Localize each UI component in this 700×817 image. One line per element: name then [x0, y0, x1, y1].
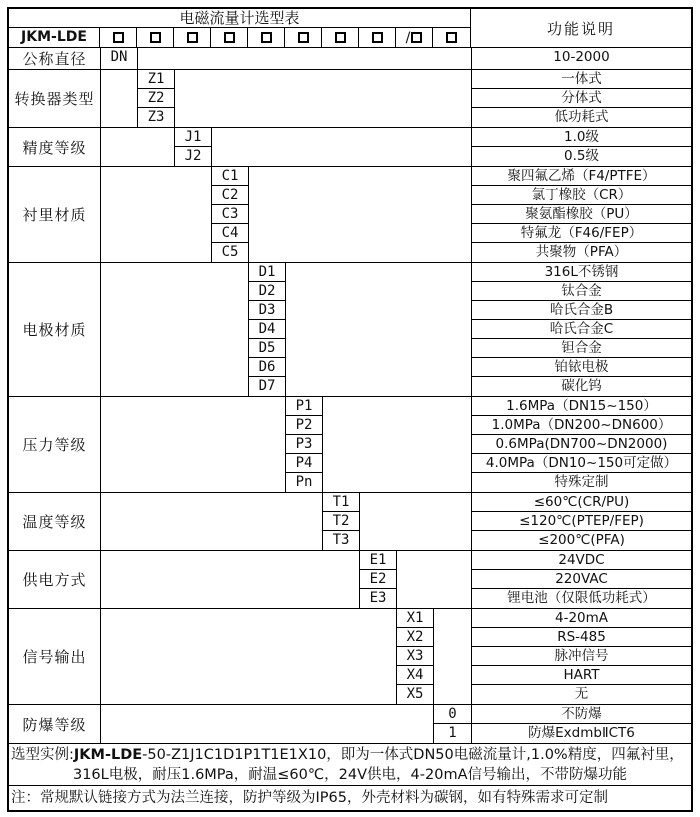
desc-cell: 哈氏合金C [472, 320, 691, 339]
desc-column [471, 609, 691, 704]
checkbox-icon [261, 32, 272, 43]
desc-cell: 共聚物（PFA） [535, 244, 628, 260]
selection-example-row [9, 743, 691, 785]
code-cell: D4 [249, 320, 285, 339]
code-cell: Z2 [138, 89, 174, 108]
desc-cell: 钽合金 [472, 339, 691, 358]
left-empty-cell [101, 128, 175, 166]
category-label: 压力等级 [9, 397, 101, 492]
checkbox-cell [359, 28, 396, 47]
section-衬里材质 [9, 166, 691, 262]
desc-cell: 1.0MPa（DN200~DN600） [472, 416, 691, 435]
section-供电方式 [9, 550, 691, 608]
code-column [323, 493, 360, 550]
desc-column [471, 48, 691, 69]
section-温度等级 [9, 492, 691, 550]
header-left [9, 9, 471, 47]
desc-cell: 1.6MPa（DN15~150） [472, 397, 691, 416]
desc-cell: HART [472, 666, 691, 685]
note-row: 注：常规默认链接方式为法兰连接，防护等级为IP65，外壳材料为碳钢，如有特殊需求可定制 [9, 785, 691, 810]
checkbox-icon [224, 32, 235, 43]
desc-cell: 分体式 [472, 89, 691, 108]
left-empty-cell [101, 493, 323, 550]
table-header [9, 9, 691, 47]
example-line-2: 316L电极，耐压1.6MPa，耐温≤60℃，24V供电，4-20mA信号输出，不带防爆功能 [72, 767, 627, 783]
code-cell: C1 [212, 167, 248, 186]
right-empty-cell [138, 48, 471, 69]
desc-cell: 氯丁橡胶（CR） [472, 186, 691, 205]
left-empty-cell [101, 397, 286, 492]
checkbox-icon [187, 32, 198, 43]
example-rest: -50-Z1J1C1D1P1T1E1X10，即为一体式DN50电磁流量计,1.0%精度，四氟衬里， [142, 747, 684, 763]
code-cell: T1 [323, 493, 359, 512]
desc-cell: 铂铱电极 [472, 358, 691, 377]
category-label: 信号输出 [9, 609, 101, 704]
desc-cell: 防爆ExdmbⅡCT6 [528, 725, 635, 741]
code-cell: D6 [249, 358, 285, 377]
right-empty-cell [212, 128, 471, 166]
desc-cell: 特殊定制 [554, 474, 609, 490]
page-title: 电磁流量计选型表 [9, 9, 470, 28]
desc-column [471, 397, 691, 492]
right-empty-cell [286, 263, 471, 396]
desc-cell: 钛合金 [472, 282, 691, 301]
desc-cell: ≤60℃(CR/PU) [472, 493, 691, 512]
right-empty-cell [434, 609, 471, 704]
desc-cell: 0.5级 [564, 148, 599, 164]
checkbox-cell [433, 28, 470, 47]
selection-table [7, 7, 693, 812]
category-label: 电极材质 [9, 263, 101, 396]
desc-cell: 无 [574, 686, 589, 702]
code-cell: Pn [295, 474, 313, 490]
checkbox-icon [411, 32, 422, 43]
code-cell: X1 [397, 609, 433, 628]
code-cell: DN [110, 49, 128, 65]
section-压力等级 [9, 396, 691, 492]
right-empty-cell [360, 493, 471, 550]
code-column [397, 609, 434, 704]
code-cell: 1 [448, 725, 457, 741]
desc-cell: ≤120℃(PTEP/FEP) [472, 512, 691, 531]
desc-cell: 锂电池（仅限低功耗式） [507, 590, 656, 606]
checkbox-icon [372, 32, 383, 43]
desc-cell: 不防爆 [472, 705, 691, 724]
desc-cell: 特氟龙（F46/FEP） [472, 224, 691, 243]
sections [9, 47, 691, 743]
desc-cell: 24VDC [472, 551, 691, 570]
code-cell: D1 [249, 263, 285, 282]
left-empty-cell [101, 70, 138, 127]
desc-column [471, 167, 691, 262]
checkbox-cell [137, 28, 174, 47]
code-cell: J1 [175, 128, 211, 147]
checkbox-cell [285, 28, 322, 47]
code-cell: X4 [397, 666, 433, 685]
desc-cell: 脉冲信号 [472, 647, 691, 666]
code-column [249, 263, 286, 396]
checkbox-cell [174, 28, 211, 47]
desc-cell: 220VAC [472, 570, 691, 589]
code-cell: X3 [397, 647, 433, 666]
function-column-header: 功能说明 [546, 19, 615, 38]
model-label: JKM-LDE [9, 28, 100, 47]
desc-column [471, 70, 691, 127]
category-label: 防爆等级 [9, 705, 101, 743]
code-cell: X2 [397, 628, 433, 647]
model-code-row [9, 28, 470, 47]
slash-mark: / [405, 29, 411, 46]
code-cell: E2 [360, 570, 396, 589]
section-信号输出 [9, 608, 691, 704]
desc-cell: 聚四氟乙烯（F4/PTFE） [472, 167, 691, 186]
category-label: 温度等级 [9, 493, 101, 550]
example-model: JKM-LDE [73, 747, 143, 763]
example-line-1 [11, 745, 689, 765]
checkbox-cell [248, 28, 285, 47]
code-cell: C4 [212, 224, 248, 243]
right-empty-cell [397, 551, 471, 608]
code-cell: C2 [212, 186, 248, 205]
right-empty-cell [175, 70, 471, 127]
section-转换器类型 [9, 69, 691, 127]
code-cell: D3 [249, 301, 285, 320]
code-cell: E3 [369, 590, 387, 606]
checkbox-cell [322, 28, 359, 47]
code-cell: E1 [360, 551, 396, 570]
desc-cell: 聚氨酯橡胶（PU） [472, 205, 691, 224]
desc-cell: RS-485 [472, 628, 691, 647]
code-cell: D7 [258, 378, 276, 394]
code-cell: T2 [323, 512, 359, 531]
desc-cell: 一体式 [472, 70, 691, 89]
checkbox-row-cells [100, 28, 470, 47]
right-empty-cell [249, 167, 471, 262]
checkbox-cell [396, 28, 433, 47]
desc-cell: ≤200℃(PFA) [538, 532, 625, 548]
code-cell: D5 [249, 339, 285, 358]
code-cell: Z1 [138, 70, 174, 89]
checkbox-icon [113, 32, 124, 43]
checkbox-cell [100, 28, 137, 47]
desc-cell: 1.0级 [472, 128, 691, 147]
category-label: 精度等级 [9, 128, 101, 166]
checkbox-cell [211, 28, 248, 47]
code-column [212, 167, 249, 262]
desc-column [471, 263, 691, 396]
code-cell: 0 [434, 705, 471, 724]
code-column [138, 70, 175, 127]
section-公称直径 [9, 47, 691, 69]
checkbox-icon [446, 32, 457, 43]
desc-cell: 316L不锈钢 [472, 263, 691, 282]
desc-cell: 哈氏合金B [472, 301, 691, 320]
code-cell: D2 [249, 282, 285, 301]
code-cell: J2 [184, 148, 202, 164]
checkbox-icon [150, 32, 161, 43]
desc-column [471, 493, 691, 550]
left-empty-cell [101, 167, 212, 262]
section-精度等级 [9, 127, 691, 166]
category-label: 转换器类型 [9, 70, 101, 127]
code-column [101, 48, 138, 69]
code-cell: X5 [406, 686, 424, 702]
code-column [175, 128, 212, 166]
code-cell: C5 [221, 244, 239, 260]
right-empty-cell [323, 397, 471, 492]
category-label: 供电方式 [9, 551, 101, 608]
checkbox-icon [335, 32, 346, 43]
desc-column [471, 551, 691, 608]
code-cell: P1 [286, 397, 322, 416]
desc-cell: 碳化钨 [561, 378, 602, 394]
desc-cell: 10-2000 [553, 49, 610, 65]
section-电极材质 [9, 262, 691, 396]
left-empty-cell [101, 705, 434, 743]
code-cell: Z3 [147, 109, 165, 125]
left-empty-cell [101, 551, 360, 608]
left-empty-cell [101, 609, 397, 704]
desc-cell: 0.6MPa(DN700~DN2000) [472, 435, 691, 454]
desc-cell: 4-20mA [472, 609, 691, 628]
code-column [360, 551, 397, 608]
desc-column [471, 128, 691, 166]
category-label: 公称直径 [9, 48, 101, 69]
desc-column [471, 705, 691, 743]
desc-cell: 4.0MPa（DN10~150可定做） [472, 454, 691, 473]
desc-cell: 低功耗式 [554, 109, 609, 125]
checkbox-icon [298, 32, 309, 43]
section-防爆等级 [9, 704, 691, 743]
code-cell: P2 [286, 416, 322, 435]
code-cell: T3 [332, 532, 350, 548]
code-column [434, 705, 471, 743]
code-column [286, 397, 323, 492]
example-prefix: 选型实例: [11, 747, 74, 763]
category-label: 衬里材质 [9, 167, 101, 262]
left-empty-cell [101, 263, 249, 396]
code-cell: C3 [212, 205, 248, 224]
code-cell: P4 [286, 454, 322, 473]
code-cell: P3 [286, 435, 322, 454]
